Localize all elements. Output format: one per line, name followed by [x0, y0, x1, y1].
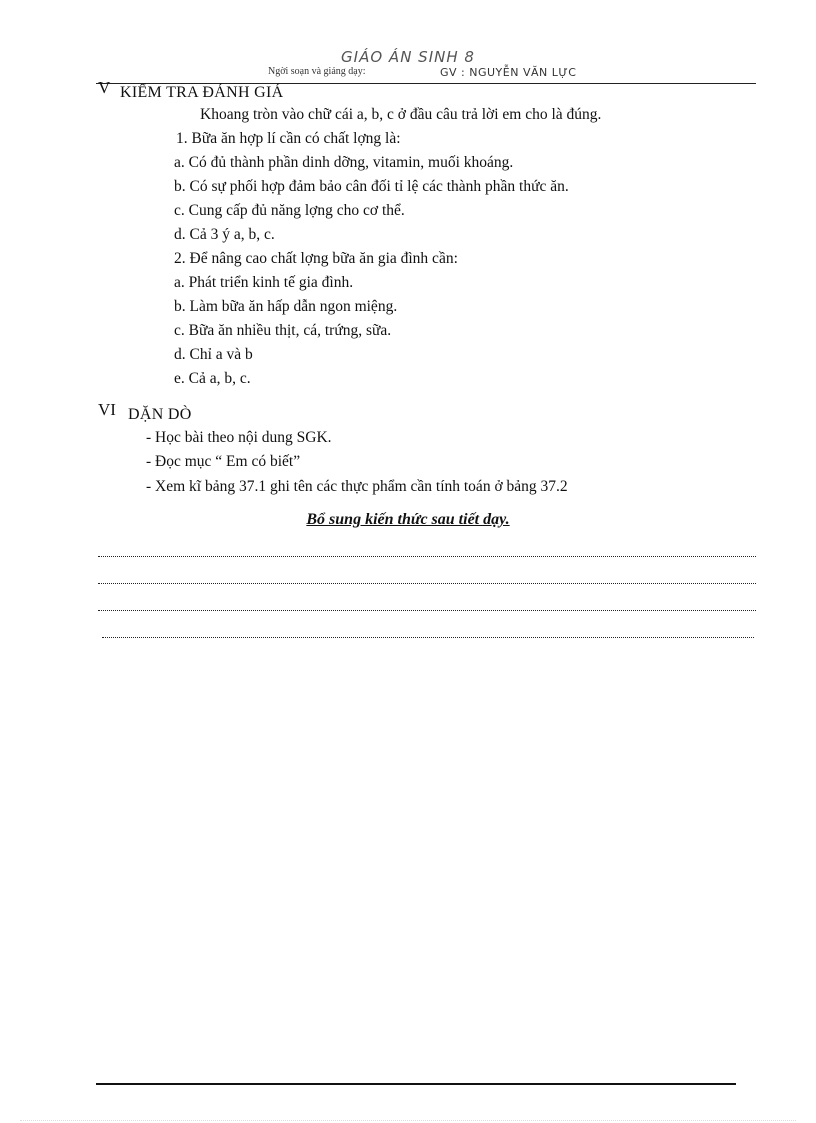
page-edge: [20, 1120, 796, 1121]
q1-option-d: d. Cả 3 ý a, b, c.: [174, 226, 275, 243]
dotted-line: [98, 556, 756, 557]
header-teacher: GV : NGUYỄN VĂN LỰC: [440, 66, 577, 79]
instruction: Khoang tròn vào chữ cái a, b, c ở đầu câu trả lời em cho là đúng.: [200, 106, 602, 123]
q1-option-c: c. Cung cấp đủ năng lợng cho cơ thể.: [174, 202, 405, 219]
q1-option-b: b. Có sự phối hợp đảm bảo cân đối tỉ lệ các thành phần thức ăn.: [174, 178, 569, 195]
section-title: DẶN DÒ: [128, 406, 192, 423]
section-number: V: [98, 78, 111, 97]
question-2: 2. Để nâng cao chất lợng bữa ăn gia đình cần:: [174, 250, 458, 267]
q2-option-a: a. Phát triển kinh tế gia đình.: [174, 274, 354, 291]
q2-option-c: c. Bữa ăn nhiều thịt, cá, trứng, sữa.: [174, 322, 392, 339]
dotted-line: [98, 610, 756, 611]
dotted-line: [102, 637, 754, 638]
q1-option-a: a. Có đủ thành phần dinh dỡng, vitamin, muối khoáng.: [174, 154, 514, 171]
header-title: GIÁO ÁN SINH 8: [341, 48, 475, 66]
header-subtitle: Ngời soạn và giảng dạy:: [268, 66, 366, 77]
homework-item: - Xem kĩ bảng 37.1 ghi tên các thực phẩm cần tính toán ở bảng 37.2: [146, 478, 568, 495]
question-1: 1. Bữa ăn hợp lí cần có chất lợng là:: [176, 130, 401, 147]
supplement-title: Bổ sung kiến thức sau tiết dạy.: [306, 511, 510, 528]
homework-item: - Học bài theo nội dung SGK.: [146, 429, 332, 446]
homework-item: - Đọc mục “ Em có biết”: [146, 453, 301, 470]
q2-option-e: e. Cả a, b, c.: [174, 370, 251, 387]
q2-option-b: b. Làm bữa ăn hấp dẫn ngon miệng.: [174, 298, 398, 315]
footer-rule: [96, 1083, 736, 1085]
section-title: KIỂM TRA ĐÁNH GIÁ: [120, 84, 284, 101]
q2-option-d: d. Chỉ a và b: [174, 346, 253, 363]
dotted-line: [98, 583, 756, 584]
section-number: VI: [98, 400, 116, 419]
